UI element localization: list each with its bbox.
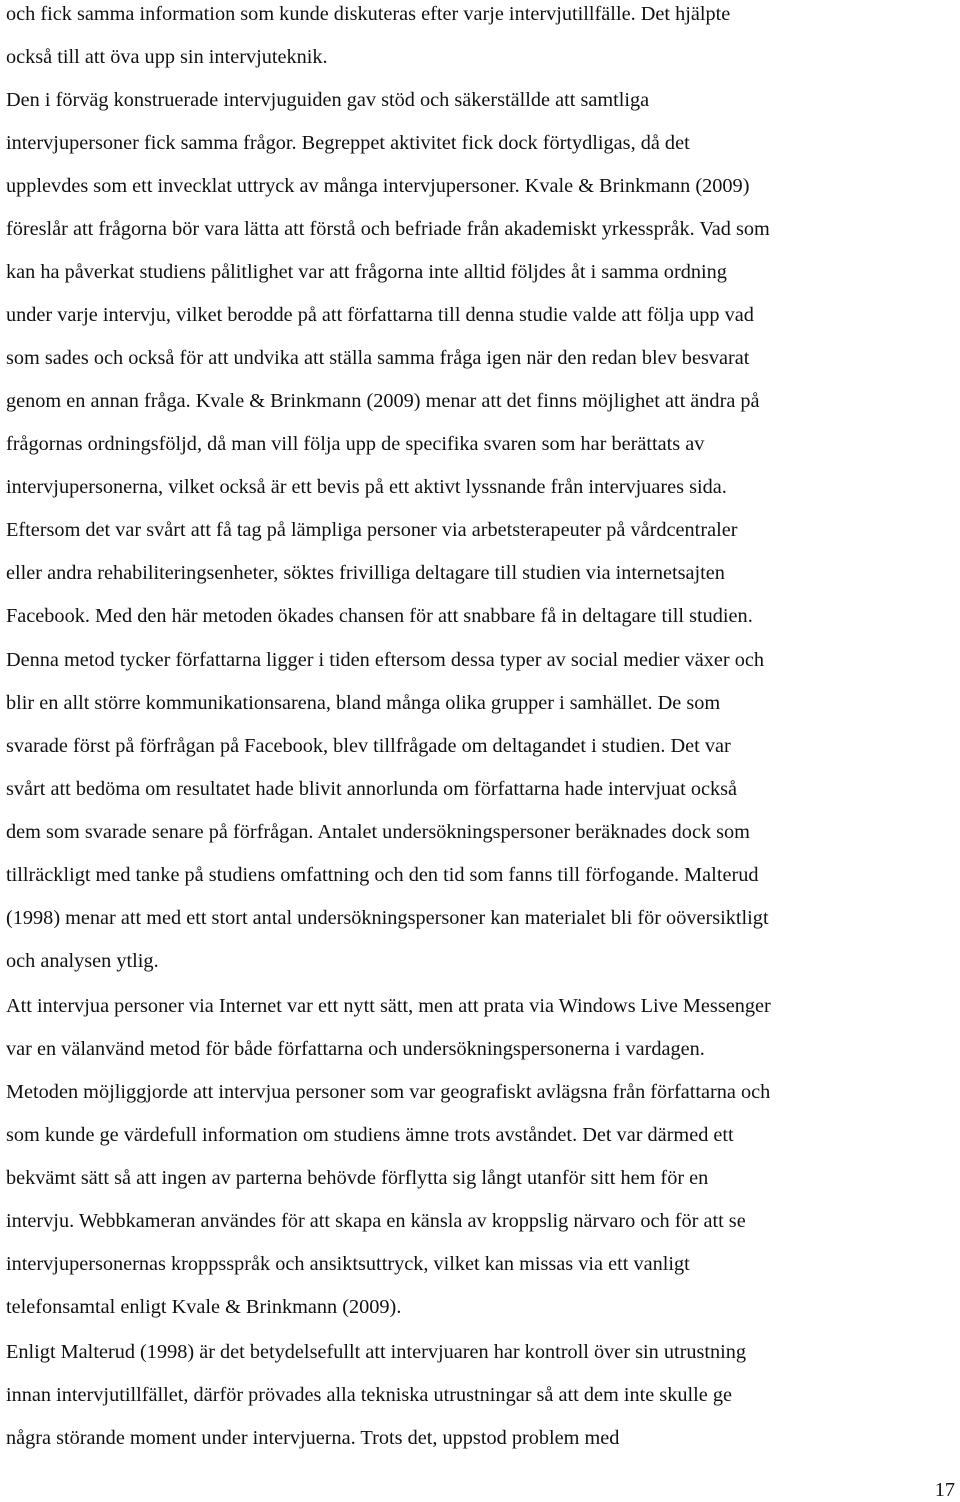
text-line: som sades och också för att undvika att ställa samma fråga igen när den redan blev besvarat [6,347,750,369]
text-line: tillräckligt med tanke på studiens omfattning och den tid som fanns till förfogande. Malterud [6,864,759,886]
text-line: Facebook. Med den här metoden ökades chansen för att snabbare få in deltagare till studien. [6,605,753,627]
text-line: intervjupersonerna, vilket också är ett bevis på ett aktivt lyssnande från intervjuares sida. [6,476,727,498]
text-line: eller andra rehabiliteringsenheter, söktes frivilliga deltagare till studien via internetsajten [6,562,725,584]
text-line: kan ha påverkat studiens pålitlighet var att frågorna inte alltid följdes åt i samma ordning [6,261,727,283]
text-line: bekvämt sätt så att ingen av parterna behövde förflytta sig långt utanför sitt hem för en [6,1167,709,1189]
text-line: frågornas ordningsföljd, då man vill följa upp de specifika svaren som har berättats av [6,433,705,455]
text-line: (1998) menar att med ett stort antal undersökningspersoner kan materialet bli för oöversiktligt [6,907,769,929]
text-line: upplevdes som ett invecklat uttryck av många intervjupersoner. Kvale & Brinkmann (2009) [6,175,750,197]
text-line: Eftersom det var svårt att få tag på lämpliga personer via arbetsterapeuter på vårdcentraler [6,519,738,541]
text-line: Den i förväg konstruerade intervjuguiden gav stöd och säkerställde att samtliga [6,89,650,111]
text-line: genom en annan fråga. Kvale & Brinkmann (2009) menar att det finns möjlighet att ändra på [6,390,760,412]
text-line: dem som svarade senare på förfrågan. Antalet undersökningspersoner beräknades dock som [6,821,750,843]
text-line: Att intervjua personer via Internet var ett nytt sätt, men att prata via Windows Live Messenger [6,995,771,1017]
text-line: telefonsamtal enligt Kvale & Brinkmann (2009). [6,1296,402,1318]
text-line: intervjupersonernas kroppsspråk och ansiktsuttryck, vilket kan missas via ett vanligt [6,1253,690,1275]
text-line: intervjupersoner fick samma frågor. Begreppet aktivitet fick dock förtydligas, då det [6,132,690,154]
text-line: svarade först på förfrågan på Facebook, blev tillfrågade om deltagandet i studien. Det var [6,735,731,757]
text-line: som kunde ge värdefull information om studiens ämne trots avståndet. Det var därmed ett [6,1124,734,1146]
text-line: blir en allt större kommunikationsarena, bland många olika grupper i samhället. De som [6,692,721,714]
text-line: intervju. Webbkameran användes för att skapa en känsla av kroppslig närvaro och för att se [6,1210,746,1232]
text-line: föreslår att frågorna bör vara lätta att förstå och befriade från akademiskt yrkesspråk. Vad som [6,218,770,240]
text-line: och analysen ytlig. [6,950,159,972]
text-line: och fick samma information som kunde diskuteras efter varje intervjutillfälle. Det hjälpte [6,3,731,25]
text-line: också till att öva upp sin intervjuteknik. [6,46,328,68]
text-line: svårt att bedöma om resultatet hade blivit annorlunda om författarna hade intervjuat också [6,778,737,800]
text-line: var en välanvänd metod för både författarna och undersökningspersonerna i vardagen. [6,1038,705,1060]
text-line: innan intervjutillfället, därför prövades alla tekniska utrustningar så att dem inte skulle ge [6,1384,732,1406]
text-line: några störande moment under intervjuerna. Trots det, uppstod problem med [6,1427,620,1449]
page-number: 17 [934,1479,955,1501]
text-line: Metoden möjliggjorde att intervjua personer som var geografiskt avlägsna från författarna och [6,1081,771,1103]
text-line: Denna metod tycker författarna ligger i tiden eftersom dessa typer av social medier växer och [6,649,764,671]
text-line: Enligt Malterud (1998) är det betydelsefullt att intervjuaren har kontroll över sin utrustning [6,1341,747,1363]
text-line: under varje intervju, vilket berodde på att författarna till denna studie valde att följa upp vad [6,304,754,326]
